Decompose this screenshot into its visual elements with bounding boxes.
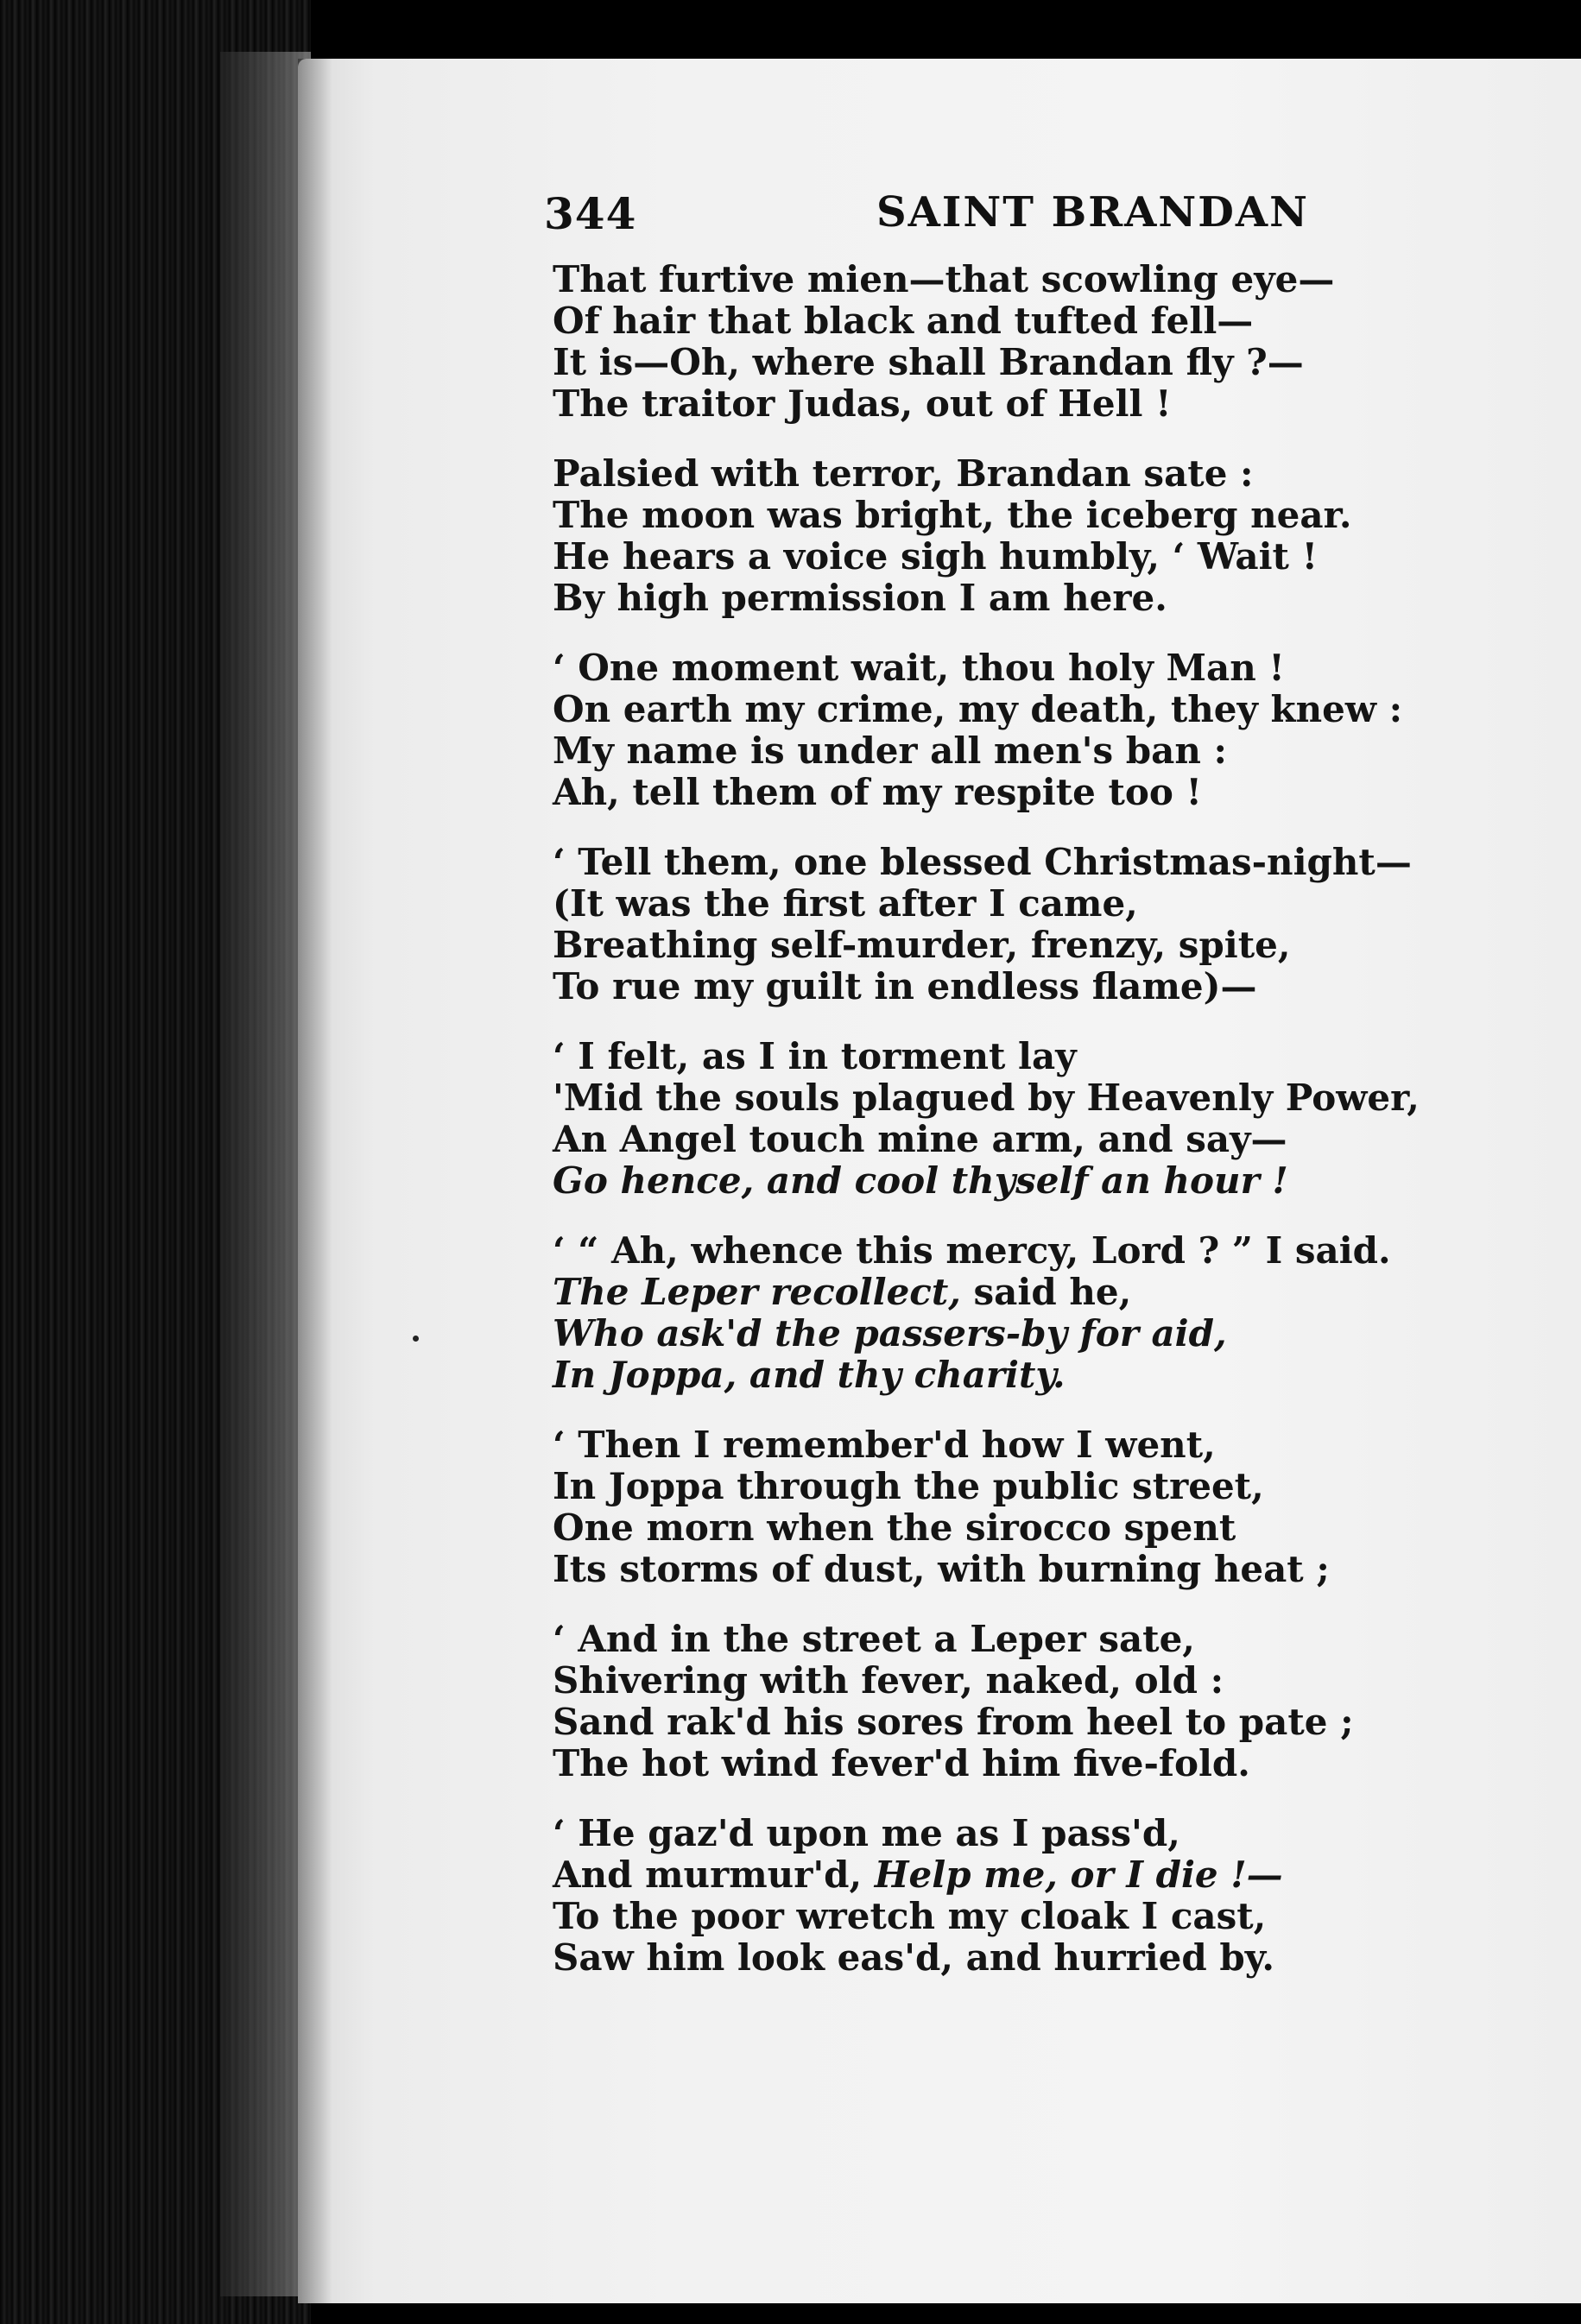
roman-phrase: said he,: [960, 1271, 1132, 1313]
stanza-8: [553, 1619, 1468, 1784]
stanza-6: [553, 1230, 1468, 1396]
poem-line-italic: Who ask'd the passers-by for aid,: [553, 1312, 1227, 1355]
poem-body: [553, 259, 1468, 2007]
poem-line: He hears a voice sigh humbly, ‘ Wait !: [553, 535, 1318, 578]
poem-line: ‘ One moment wait, thou holy Man !: [553, 647, 1285, 689]
poem-line: That furtive mien—that scowling eye—: [553, 258, 1335, 300]
stanza-9: [553, 1813, 1468, 1979]
page-number: 344: [544, 188, 637, 239]
gutter-shadow: [298, 59, 332, 2303]
poem-line: 'Mid the souls plagued by Heavenly Power,: [553, 1077, 1420, 1119]
stanza-5: [553, 1036, 1468, 1202]
stanza-7: [553, 1424, 1468, 1590]
poem-line-italic: Go hence, and cool thyself an hour !: [553, 1159, 1288, 1202]
poem-line: The hot wind fever'd him five-fold.: [553, 1742, 1250, 1784]
poem-line: ‘ I felt, as I in torment lay: [553, 1035, 1077, 1077]
poem-line-italic: In Joppa, and thy charity.: [553, 1354, 1066, 1396]
running-header: [544, 188, 1321, 249]
roman-phrase: And murmur'd,: [553, 1854, 875, 1896]
poem-line: My name is under all men's ban :: [553, 729, 1227, 772]
poem-line: ‘ Tell them, one blessed Christmas-night—: [553, 841, 1412, 883]
poem-line: The moon was bright, the iceberg near.: [553, 494, 1352, 536]
poem-line: One morn when the sirocco spent: [553, 1506, 1236, 1549]
poem-line: Palsied with terror, Brandan sate :: [553, 452, 1254, 495]
poem-line: On earth my crime, my death, they knew :: [553, 688, 1403, 730]
poem-line: (It was the first after I came,: [553, 882, 1138, 925]
poem-line: In Joppa through the public street,: [553, 1465, 1264, 1507]
poem-line: To the poor wretch my cloak I cast,: [553, 1895, 1267, 1937]
stanza-4: [553, 842, 1468, 1007]
print-speck: [413, 1336, 419, 1342]
poem-line: The traitor Judas, out of Hell !: [553, 382, 1172, 425]
poem-line: An Angel touch mine arm, and say—: [553, 1118, 1287, 1160]
running-title: SAINT BRANDAN: [876, 188, 1309, 237]
poem-line: Shivering with fever, naked, old :: [553, 1659, 1224, 1702]
poem-line: ‘ He gaz'd upon me as I pass'd,: [553, 1812, 1180, 1854]
poem-line: Breathing self-murder, frenzy, spite,: [553, 924, 1291, 966]
poem-line: Ah, tell them of my respite too !: [553, 771, 1202, 813]
poem-line: Sand rak'd his sores from heel to pate ;: [553, 1701, 1354, 1743]
stanza-2: [553, 453, 1468, 619]
poem-line: ‘ Then I remember'd how I went,: [553, 1424, 1216, 1466]
poem-line: ‘ And in the street a Leper sate,: [553, 1618, 1195, 1660]
poem-line: Of hair that black and tufted fell—: [553, 300, 1254, 342]
poem-line: ‘ “ Ah, whence this mercy, Lord ? ” I said.: [553, 1229, 1391, 1272]
poem-line: By high permission I am here.: [553, 577, 1167, 619]
poem-line: To rue my guilt in endless flame)—: [553, 965, 1257, 1007]
poem-line-mixed: [553, 1272, 1468, 1313]
poem-line: Its storms of dust, with burning heat ;: [553, 1548, 1330, 1590]
poem-line: Saw him look eas'd, and hurried by.: [553, 1936, 1274, 1979]
stanza-1: [553, 259, 1468, 425]
italic-phrase: The Leper recollect,: [553, 1271, 961, 1313]
italic-phrase: Help me, or I die !—: [874, 1854, 1283, 1896]
stanza-3: [553, 647, 1468, 813]
poem-line: It is—Oh, where shall Brandan fly ?—: [553, 341, 1304, 383]
poem-line-mixed: [553, 1854, 1468, 1896]
